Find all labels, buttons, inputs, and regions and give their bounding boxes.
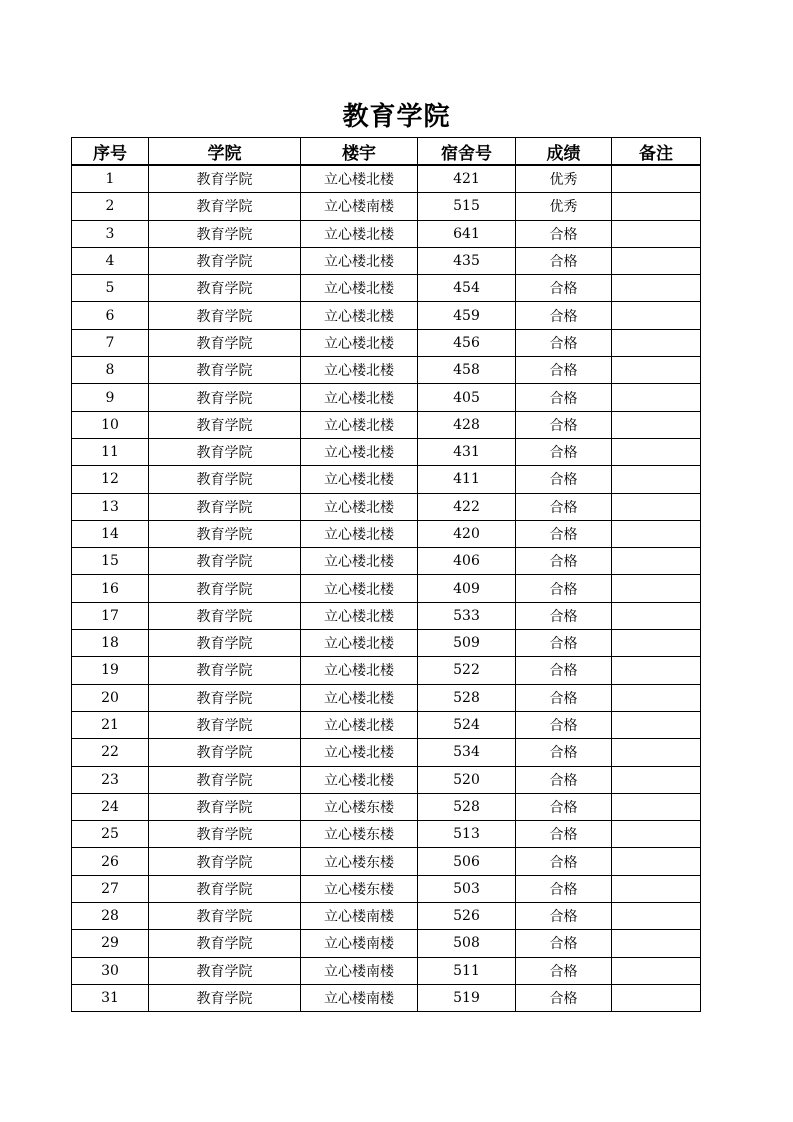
cell-building: 立心楼北楼 xyxy=(301,165,418,193)
cell-room: 421 xyxy=(418,165,516,193)
cell-grade: 优秀 xyxy=(516,193,612,220)
cell-index: 30 xyxy=(72,957,149,984)
cell-building: 立心楼北楼 xyxy=(301,548,418,575)
cell-college: 教育学院 xyxy=(149,438,301,465)
cell-grade: 合格 xyxy=(516,684,612,711)
cell-college: 教育学院 xyxy=(149,466,301,493)
cell-building: 立心楼北楼 xyxy=(301,384,418,411)
cell-grade: 合格 xyxy=(516,548,612,575)
cell-grade: 合格 xyxy=(516,875,612,902)
cell-grade: 合格 xyxy=(516,275,612,302)
cell-college: 教育学院 xyxy=(149,302,301,329)
page-title: 教育学院 xyxy=(342,102,451,132)
cell-index: 12 xyxy=(72,466,149,493)
cell-room: 509 xyxy=(418,630,516,657)
cell-college: 教育学院 xyxy=(149,984,301,1011)
cell-room: 431 xyxy=(418,438,516,465)
cell-room: 506 xyxy=(418,848,516,875)
cell-remarks xyxy=(612,220,701,247)
table-row xyxy=(72,575,701,602)
table-row xyxy=(72,821,701,848)
cell-grade: 合格 xyxy=(516,384,612,411)
cell-grade: 合格 xyxy=(516,657,612,684)
cell-remarks xyxy=(612,766,701,793)
cell-index: 22 xyxy=(72,739,149,766)
cell-grade: 合格 xyxy=(516,575,612,602)
cell-index: 26 xyxy=(72,848,149,875)
cell-college: 教育学院 xyxy=(149,903,301,930)
cell-grade: 合格 xyxy=(516,793,612,820)
cell-building: 立心楼南楼 xyxy=(301,193,418,220)
cell-building: 立心楼北楼 xyxy=(301,657,418,684)
cell-remarks xyxy=(612,411,701,438)
cell-remarks xyxy=(612,275,701,302)
cell-index: 28 xyxy=(72,903,149,930)
cell-index: 14 xyxy=(72,520,149,547)
cell-building: 立心楼北楼 xyxy=(301,357,418,384)
cell-index: 18 xyxy=(72,630,149,657)
cell-grade: 合格 xyxy=(516,493,612,520)
cell-room: 526 xyxy=(418,903,516,930)
cell-remarks xyxy=(612,165,701,193)
cell-college: 教育学院 xyxy=(149,275,301,302)
table-row xyxy=(72,930,701,957)
cell-college: 教育学院 xyxy=(149,793,301,820)
cell-college: 教育学院 xyxy=(149,930,301,957)
cell-building: 立心楼北楼 xyxy=(301,466,418,493)
cell-remarks xyxy=(612,466,701,493)
cell-college: 教育学院 xyxy=(149,520,301,547)
cell-room: 533 xyxy=(418,602,516,629)
table-row xyxy=(72,302,701,329)
cell-index: 31 xyxy=(72,984,149,1011)
table-row xyxy=(72,165,701,193)
cell-room: 508 xyxy=(418,930,516,957)
cell-grade: 合格 xyxy=(516,357,612,384)
table-row xyxy=(72,984,701,1011)
cell-index: 11 xyxy=(72,438,149,465)
table-row xyxy=(72,875,701,902)
cell-room: 513 xyxy=(418,821,516,848)
cell-index: 2 xyxy=(72,193,149,220)
cell-remarks xyxy=(612,384,701,411)
cell-building: 立心楼南楼 xyxy=(301,984,418,1011)
cell-index: 3 xyxy=(72,220,149,247)
cell-grade: 合格 xyxy=(516,711,612,738)
cell-college: 教育学院 xyxy=(149,357,301,384)
cell-room: 454 xyxy=(418,275,516,302)
cell-college: 教育学院 xyxy=(149,602,301,629)
cell-building: 立心楼北楼 xyxy=(301,739,418,766)
cell-grade: 合格 xyxy=(516,438,612,465)
cell-building: 立心楼北楼 xyxy=(301,302,418,329)
cell-index: 9 xyxy=(72,384,149,411)
cell-remarks xyxy=(612,357,701,384)
cell-room: 519 xyxy=(418,984,516,1011)
cell-college: 教育学院 xyxy=(149,657,301,684)
table-row xyxy=(72,766,701,793)
cell-college: 教育学院 xyxy=(149,193,301,220)
cell-grade: 合格 xyxy=(516,220,612,247)
cell-building: 立心楼东楼 xyxy=(301,848,418,875)
cell-grade: 合格 xyxy=(516,630,612,657)
cell-college: 教育学院 xyxy=(149,875,301,902)
table-row xyxy=(72,493,701,520)
column-header-room: 宿舍号 xyxy=(418,138,516,166)
cell-room: 411 xyxy=(418,466,516,493)
header-row xyxy=(72,138,701,166)
cell-building: 立心楼北楼 xyxy=(301,493,418,520)
cell-grade: 合格 xyxy=(516,821,612,848)
table-row xyxy=(72,357,701,384)
cell-grade: 合格 xyxy=(516,329,612,356)
cell-remarks xyxy=(612,438,701,465)
cell-college: 教育学院 xyxy=(149,165,301,193)
cell-building: 立心楼北楼 xyxy=(301,575,418,602)
cell-room: 534 xyxy=(418,739,516,766)
column-header-remarks: 备注 xyxy=(612,138,701,166)
cell-college: 教育学院 xyxy=(149,630,301,657)
cell-college: 教育学院 xyxy=(149,575,301,602)
cell-building: 立心楼北楼 xyxy=(301,247,418,274)
cell-college: 教育学院 xyxy=(149,739,301,766)
cell-room: 409 xyxy=(418,575,516,602)
cell-building: 立心楼北楼 xyxy=(301,520,418,547)
cell-college: 教育学院 xyxy=(149,766,301,793)
cell-index: 6 xyxy=(72,302,149,329)
cell-remarks xyxy=(612,793,701,820)
cell-room: 524 xyxy=(418,711,516,738)
cell-index: 16 xyxy=(72,575,149,602)
cell-room: 420 xyxy=(418,520,516,547)
cell-building: 立心楼北楼 xyxy=(301,411,418,438)
table-row xyxy=(72,329,701,356)
table-row xyxy=(72,711,701,738)
cell-building: 立心楼北楼 xyxy=(301,684,418,711)
cell-room: 522 xyxy=(418,657,516,684)
table-row xyxy=(72,602,701,629)
cell-college: 教育学院 xyxy=(149,848,301,875)
cell-remarks xyxy=(612,247,701,274)
cell-room: 456 xyxy=(418,329,516,356)
dormitory-score-table xyxy=(71,137,701,1012)
table-body xyxy=(72,165,701,1012)
cell-index: 25 xyxy=(72,821,149,848)
cell-index: 27 xyxy=(72,875,149,902)
cell-building: 立心楼北楼 xyxy=(301,711,418,738)
table-row xyxy=(72,793,701,820)
cell-grade: 合格 xyxy=(516,739,612,766)
cell-room: 528 xyxy=(418,793,516,820)
table-row xyxy=(72,903,701,930)
table-row xyxy=(72,739,701,766)
table-row xyxy=(72,411,701,438)
cell-grade: 合格 xyxy=(516,903,612,930)
cell-remarks xyxy=(612,739,701,766)
cell-remarks xyxy=(612,903,701,930)
cell-index: 1 xyxy=(72,165,149,193)
cell-remarks xyxy=(612,493,701,520)
cell-room: 520 xyxy=(418,766,516,793)
cell-grade: 优秀 xyxy=(516,165,612,193)
cell-room: 515 xyxy=(418,193,516,220)
cell-building: 立心楼东楼 xyxy=(301,821,418,848)
cell-room: 406 xyxy=(418,548,516,575)
column-header-building: 楼宇 xyxy=(301,138,418,166)
table-row xyxy=(72,657,701,684)
cell-building: 立心楼北楼 xyxy=(301,220,418,247)
cell-college: 教育学院 xyxy=(149,220,301,247)
cell-remarks xyxy=(612,575,701,602)
cell-grade: 合格 xyxy=(516,411,612,438)
cell-building: 立心楼北楼 xyxy=(301,275,418,302)
cell-building: 立心楼南楼 xyxy=(301,957,418,984)
cell-college: 教育学院 xyxy=(149,329,301,356)
cell-building: 立心楼南楼 xyxy=(301,930,418,957)
cell-grade: 合格 xyxy=(516,466,612,493)
cell-remarks xyxy=(612,602,701,629)
column-header-college: 学院 xyxy=(149,138,301,166)
cell-building: 立心楼北楼 xyxy=(301,630,418,657)
cell-remarks xyxy=(612,957,701,984)
cell-index: 29 xyxy=(72,930,149,957)
cell-index: 7 xyxy=(72,329,149,356)
cell-remarks xyxy=(612,984,701,1011)
cell-room: 428 xyxy=(418,411,516,438)
cell-remarks xyxy=(612,193,701,220)
table-row xyxy=(72,275,701,302)
cell-room: 511 xyxy=(418,957,516,984)
table-row xyxy=(72,438,701,465)
cell-grade: 合格 xyxy=(516,247,612,274)
cell-remarks xyxy=(612,630,701,657)
cell-grade: 合格 xyxy=(516,930,612,957)
cell-room: 641 xyxy=(418,220,516,247)
cell-index: 5 xyxy=(72,275,149,302)
cell-index: 23 xyxy=(72,766,149,793)
cell-remarks xyxy=(612,657,701,684)
cell-remarks xyxy=(612,329,701,356)
cell-remarks xyxy=(612,711,701,738)
cell-remarks xyxy=(612,548,701,575)
cell-index: 20 xyxy=(72,684,149,711)
table-row xyxy=(72,247,701,274)
cell-index: 4 xyxy=(72,247,149,274)
table-row xyxy=(72,220,701,247)
column-header-grade: 成绩 xyxy=(516,138,612,166)
cell-building: 立心楼北楼 xyxy=(301,329,418,356)
cell-building: 立心楼北楼 xyxy=(301,766,418,793)
cell-grade: 合格 xyxy=(516,984,612,1011)
cell-building: 立心楼东楼 xyxy=(301,793,418,820)
cell-remarks xyxy=(612,520,701,547)
cell-building: 立心楼北楼 xyxy=(301,602,418,629)
cell-room: 405 xyxy=(418,384,516,411)
cell-remarks xyxy=(612,875,701,902)
cell-room: 459 xyxy=(418,302,516,329)
cell-remarks xyxy=(612,930,701,957)
cell-room: 528 xyxy=(418,684,516,711)
cell-grade: 合格 xyxy=(516,766,612,793)
cell-grade: 合格 xyxy=(516,848,612,875)
table-row xyxy=(72,630,701,657)
cell-index: 21 xyxy=(72,711,149,738)
cell-index: 19 xyxy=(72,657,149,684)
cell-building: 立心楼南楼 xyxy=(301,903,418,930)
table-row xyxy=(72,848,701,875)
cell-college: 教育学院 xyxy=(149,957,301,984)
cell-remarks xyxy=(612,848,701,875)
cell-room: 435 xyxy=(418,247,516,274)
cell-remarks xyxy=(612,684,701,711)
cell-building: 立心楼北楼 xyxy=(301,438,418,465)
cell-college: 教育学院 xyxy=(149,821,301,848)
table-row xyxy=(72,384,701,411)
column-header-index: 序号 xyxy=(72,138,149,166)
table-row xyxy=(72,684,701,711)
cell-index: 24 xyxy=(72,793,149,820)
cell-index: 8 xyxy=(72,357,149,384)
cell-index: 13 xyxy=(72,493,149,520)
table-row xyxy=(72,548,701,575)
cell-index: 17 xyxy=(72,602,149,629)
cell-room: 458 xyxy=(418,357,516,384)
table-row xyxy=(72,520,701,547)
cell-college: 教育学院 xyxy=(149,548,301,575)
cell-grade: 合格 xyxy=(516,302,612,329)
cell-college: 教育学院 xyxy=(149,384,301,411)
cell-index: 15 xyxy=(72,548,149,575)
cell-college: 教育学院 xyxy=(149,411,301,438)
cell-room: 422 xyxy=(418,493,516,520)
cell-grade: 合格 xyxy=(516,520,612,547)
cell-index: 10 xyxy=(72,411,149,438)
cell-building: 立心楼东楼 xyxy=(301,875,418,902)
table-row xyxy=(72,193,701,220)
cell-college: 教育学院 xyxy=(149,684,301,711)
cell-college: 教育学院 xyxy=(149,247,301,274)
table-row xyxy=(72,466,701,493)
table-row xyxy=(72,957,701,984)
cell-college: 教育学院 xyxy=(149,711,301,738)
cell-remarks xyxy=(612,302,701,329)
cell-college: 教育学院 xyxy=(149,493,301,520)
cell-remarks xyxy=(612,821,701,848)
cell-room: 503 xyxy=(418,875,516,902)
cell-grade: 合格 xyxy=(516,602,612,629)
cell-grade: 合格 xyxy=(516,957,612,984)
